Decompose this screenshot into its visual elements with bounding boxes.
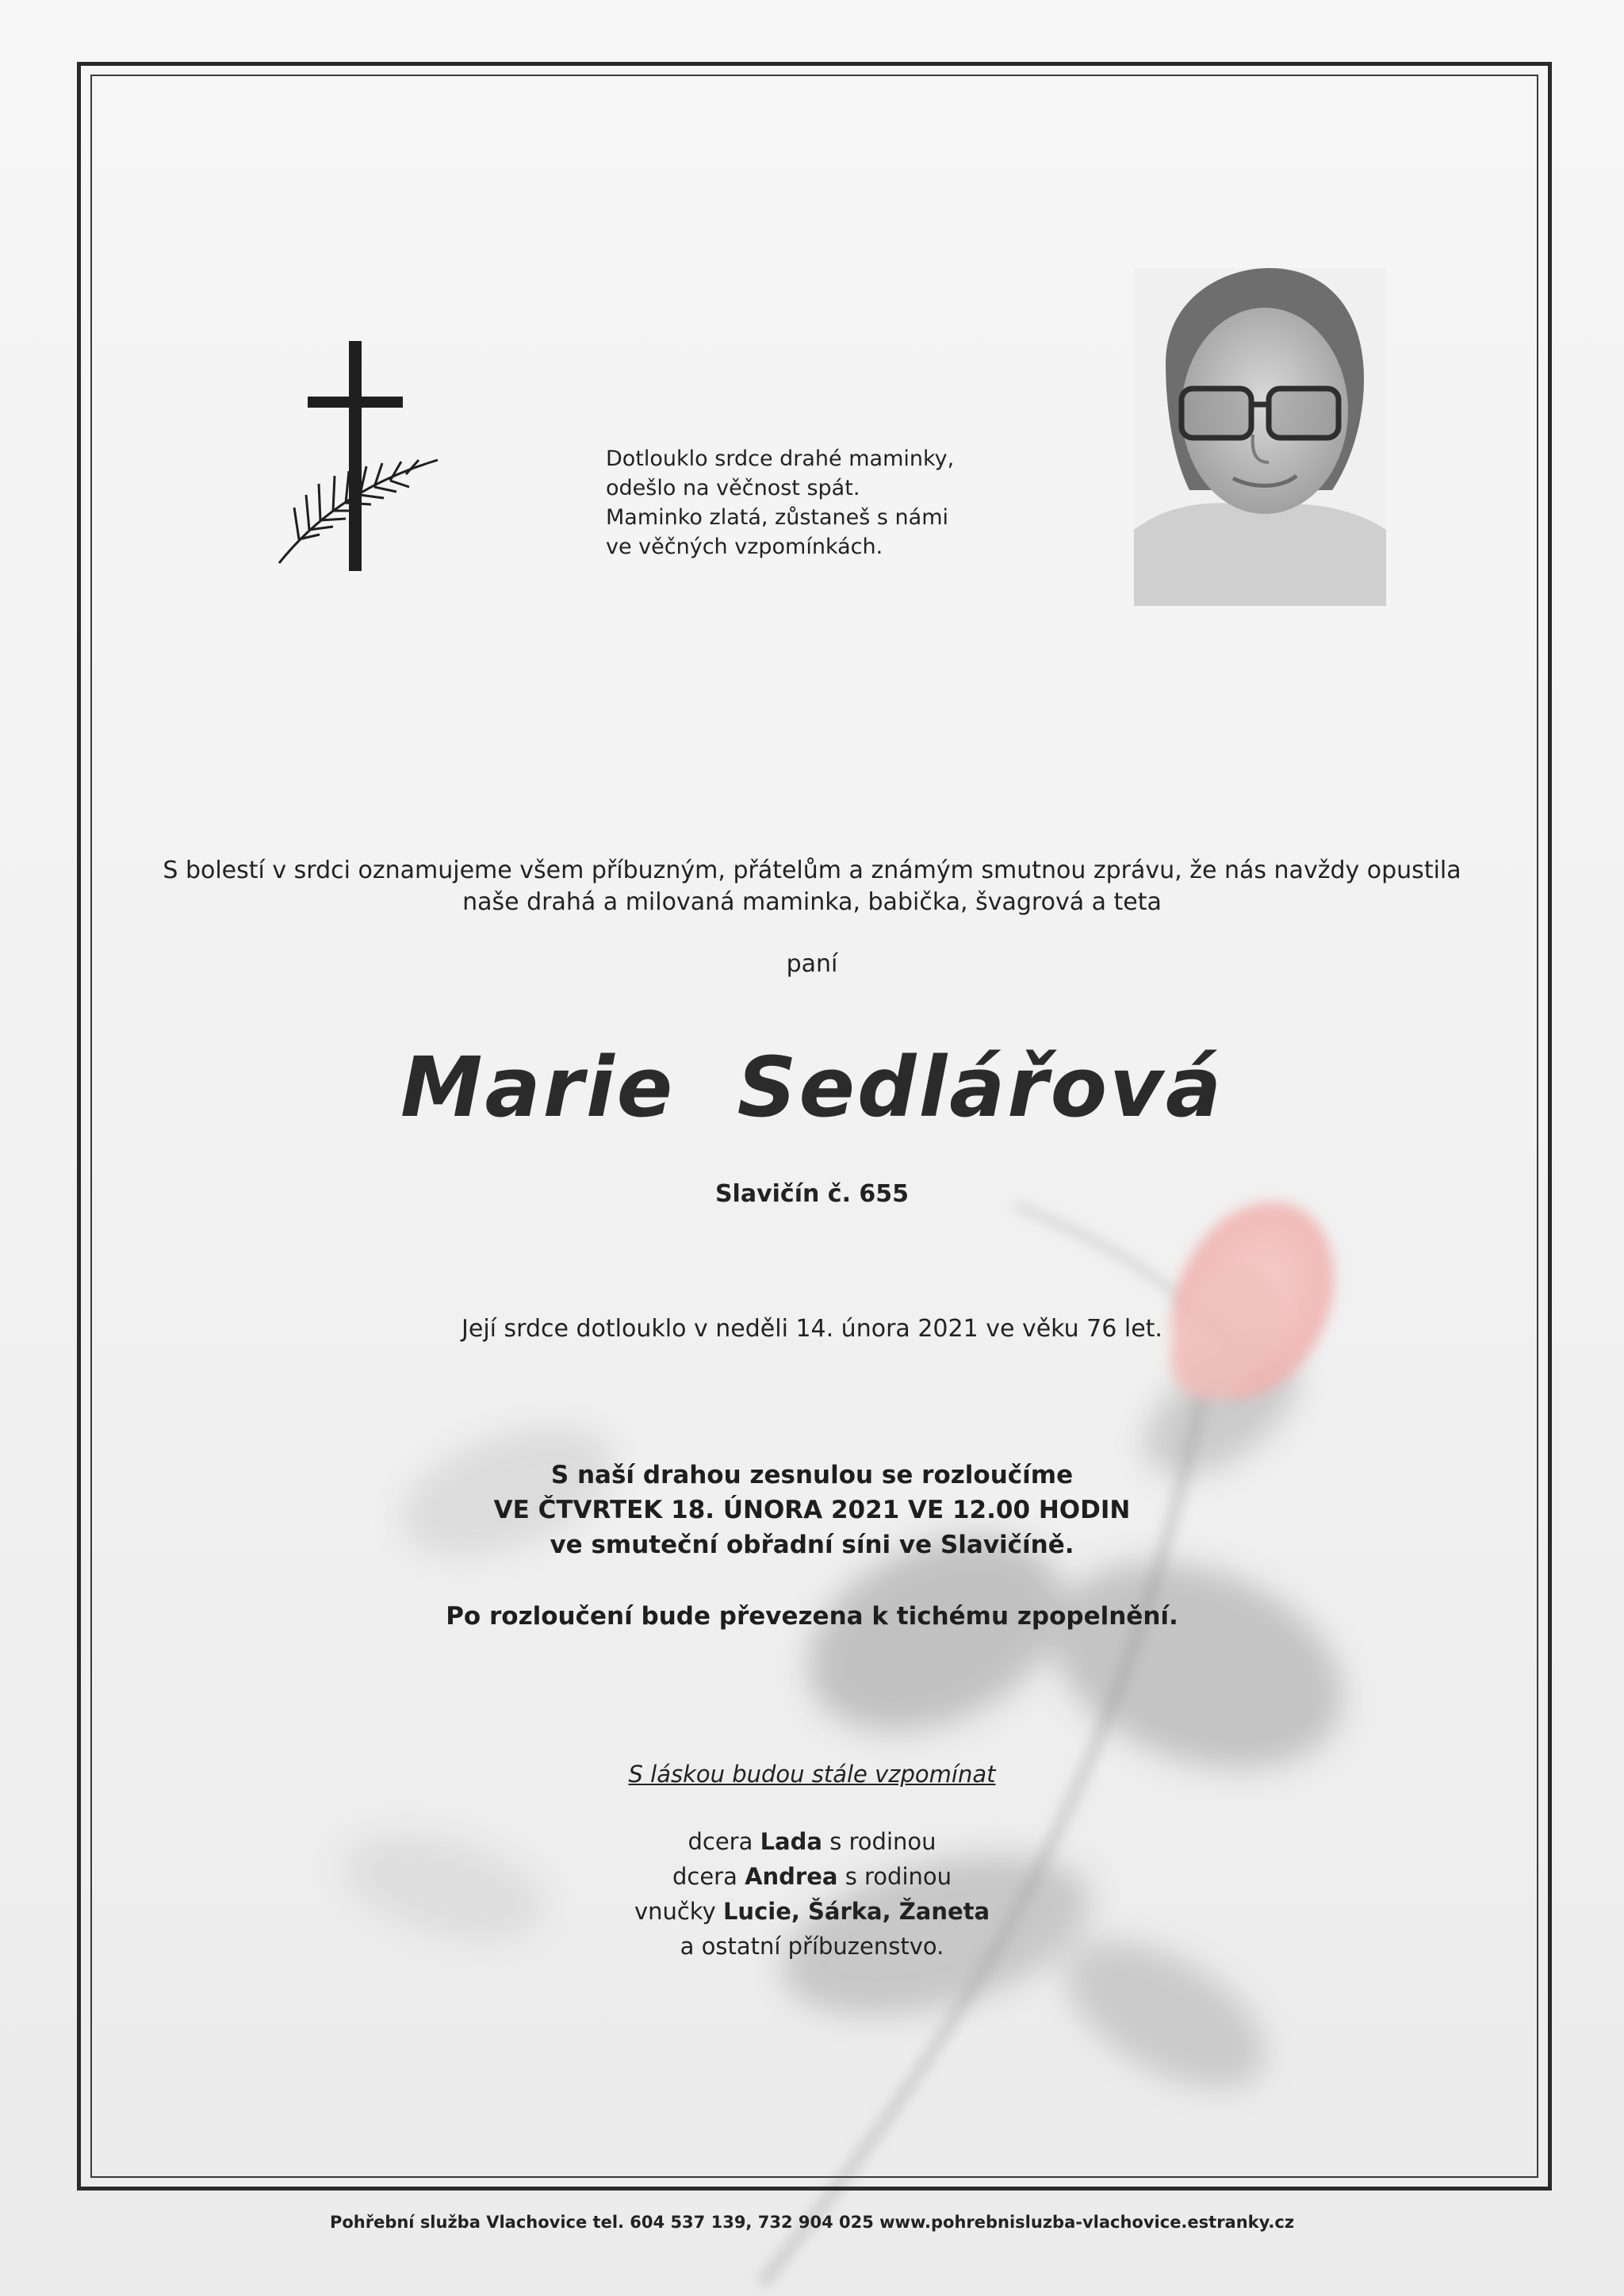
portrait-photo xyxy=(1134,268,1386,606)
funeral-service-footer: Pohřební služba Vlachovice tel. 604 537 139, 732 904 025 www.pohrebnisluzba-vlachovice.estranky.cz xyxy=(329,2213,1295,2232)
salutation: paní xyxy=(786,950,838,978)
mourner-name: Andrea xyxy=(745,1863,838,1890)
deceased-name xyxy=(0,1039,1624,1136)
mourner-suffix: s rodinou xyxy=(829,1828,936,1855)
mourner-line xyxy=(0,1894,1624,1929)
farewell-details xyxy=(0,1458,1624,1562)
mourners-list xyxy=(0,1824,1624,1964)
cremation-note: Po rozloučení bude převezena k tichému zpopelnění. xyxy=(446,1602,1178,1631)
deceased-first-name: Marie xyxy=(400,1039,676,1136)
mourner-relation: dcera xyxy=(688,1828,753,1855)
mourner-relation: dcera xyxy=(672,1863,737,1890)
mourner-relation: a ostatní příbuzenstvo. xyxy=(680,1933,944,1960)
mourner-relation: vnučky xyxy=(634,1898,716,1925)
deceased-last-name: Sedlářová xyxy=(737,1039,1224,1136)
mourner-suffix: s rodinou xyxy=(845,1863,952,1890)
verse xyxy=(606,444,1082,562)
farewell-line: S naší drahou zesnulou se rozloučíme xyxy=(550,1461,1074,1489)
verse-line: Maminko zlatá, zůstaneš s námi xyxy=(606,505,949,530)
mourner-line xyxy=(0,1929,1624,1964)
cross-with-palm-icon xyxy=(263,341,454,579)
announcement-line: naše drahá a milovaná maminka, babička, švagrová a teta xyxy=(462,888,1162,916)
mourner-name: Lucie, Šárka, Žaneta xyxy=(722,1898,990,1925)
farewell-place: ve smuteční obřadní síni ve Slavičíně. xyxy=(550,1531,1074,1559)
verse-line: ve věčných vzpomínkách. xyxy=(606,535,883,559)
verse-line: odešlo na věčnost spát. xyxy=(606,476,860,500)
mourner-line xyxy=(0,1824,1624,1859)
announcement-line: S bolestí v srdci oznamujeme všem příbuzným, přátelům a známým smutnou zprávu, že nás navždy opustila xyxy=(163,857,1461,884)
deceased-address: Slavičín č. 655 xyxy=(714,1180,910,1208)
death-note: Její srdce dotlouklo v neděli 14. února 2021 ve věku 76 let. xyxy=(462,1315,1162,1343)
verse-line: Dotlouklo srdce drahé maminky, xyxy=(606,447,955,471)
announcement xyxy=(0,855,1624,918)
mourner-name: Lada xyxy=(760,1828,822,1855)
remembrance-heading: S láskou budou stále vzpomínat xyxy=(628,1761,996,1788)
farewell-date: VE ČTVRTEK 18. ÚNORA 2021 VE 12.00 HODIN xyxy=(493,1496,1131,1524)
mourner-line xyxy=(0,1859,1624,1894)
